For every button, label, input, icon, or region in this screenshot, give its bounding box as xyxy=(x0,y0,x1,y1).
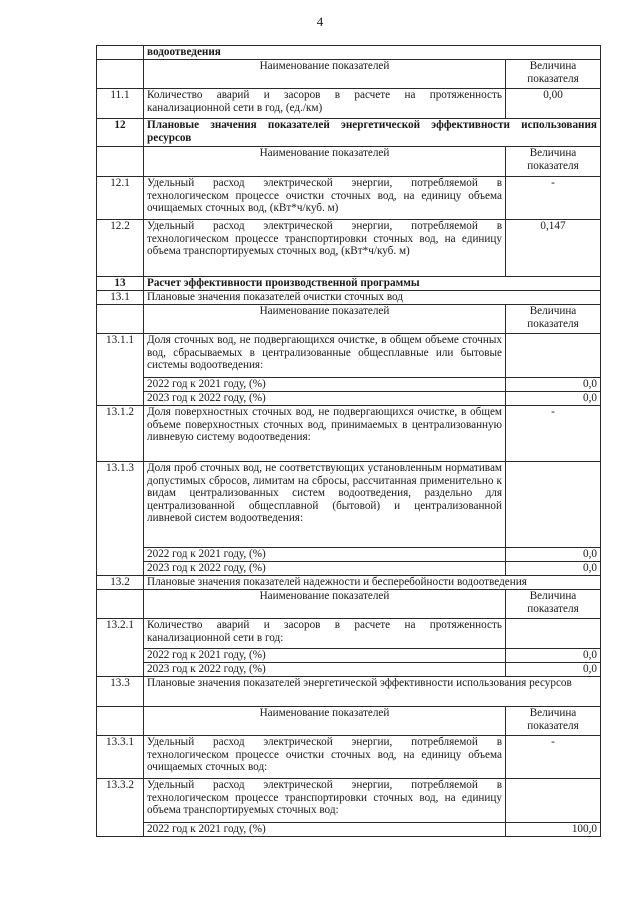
section-row xyxy=(97,291,601,305)
row-value-cell: 0,00 xyxy=(506,89,601,119)
row-number-cell: 13.3 xyxy=(97,677,144,707)
header-value-cell: Величина показателя xyxy=(506,590,601,619)
column-header-row xyxy=(97,147,601,177)
sub-row xyxy=(97,378,601,392)
row-value-cell: - xyxy=(506,177,601,220)
section-title-cell: Плановые значения показателей очистки сточных вод xyxy=(144,291,601,305)
table-row xyxy=(97,619,601,649)
row-number-cell: 13.1.3 xyxy=(97,462,144,576)
row-text-cell: Количество аварий и засоров в расчете на протяженность канализационной сети в год: xyxy=(144,619,506,649)
sub-row xyxy=(97,663,601,677)
section-row xyxy=(97,677,601,707)
sub-row-value: 0,0 xyxy=(506,392,601,406)
header-name-cell: Наименование показателей xyxy=(144,60,506,89)
row-text-cell: Количество аварий и засоров в расчете на протяженность канализационной сети в год, (ед./км) xyxy=(144,89,506,119)
row-text-cell: Доля сточных вод, не подвергающихся очистке, в общем объеме сточных вод, сбрасываемых в централизованные общесплавные или бытовые системы водоотведения: xyxy=(144,334,506,378)
row-number-cell xyxy=(97,46,144,60)
row-number-cell: 13.3.2 xyxy=(97,779,144,837)
header-value-cell: Величина показателя xyxy=(506,707,601,736)
column-header-row xyxy=(97,60,601,89)
header-name-cell: Наименование показателей xyxy=(144,590,506,619)
row-number-cell: 13.2 xyxy=(97,576,144,590)
table-row xyxy=(97,779,601,823)
row-number-cell: 12 xyxy=(97,119,144,147)
sub-row xyxy=(97,649,601,663)
section-title-cell: Плановые значения показателей надежности и бесперебойности водоотведения xyxy=(144,576,601,590)
row-number-cell: 11.1 xyxy=(97,89,144,119)
header-name-cell: Наименование показателей xyxy=(144,305,506,334)
sub-row-label: 2023 год к 2022 году, (%) xyxy=(144,562,506,576)
sub-row-value: 0,0 xyxy=(506,649,601,663)
sub-row-label: 2022 год к 2021 году, (%) xyxy=(144,649,506,663)
row-number-cell: 13.1.2 xyxy=(97,406,144,462)
header-name-cell: Наименование показателей xyxy=(144,707,506,736)
indicators-table xyxy=(96,45,601,837)
row-number-cell: 12.2 xyxy=(97,220,144,277)
row-number-cell: 12.1 xyxy=(97,177,144,220)
page-number: 4 xyxy=(316,14,324,29)
row-number-cell: 13 xyxy=(97,277,144,291)
table-row xyxy=(97,220,601,277)
table-row xyxy=(97,406,601,462)
row-number-cell: 13.2.1 xyxy=(97,619,144,677)
sub-row xyxy=(97,548,601,562)
row-value-cell: - xyxy=(506,736,601,779)
sub-row-value: 0,0 xyxy=(506,378,601,392)
table-row xyxy=(97,736,601,779)
sub-row-label: 2023 год к 2022 году, (%) xyxy=(144,663,506,677)
sub-row xyxy=(97,823,601,837)
header-name-cell: Наименование показателей xyxy=(144,147,506,177)
row-text-cell: Удельный расход электрической энергии, потребляемой в технологическом процессе транспортировки сточных вод, на единицу объема транспортируемых сточных вод: xyxy=(144,779,506,823)
row-number-cell: 13.1 xyxy=(97,291,144,305)
row-text-cell: водоотведения xyxy=(144,46,601,60)
table-row xyxy=(97,177,601,220)
table-row xyxy=(97,462,601,548)
table-row xyxy=(97,46,601,60)
row-text-cell: Удельный расход электрической энергии, потребляемой в технологическом процессе очистки сточных вод, на единицу объема очищаемых сточных вод: xyxy=(144,736,506,779)
header-value-cell: Величина показателя xyxy=(506,305,601,334)
sub-row xyxy=(97,562,601,576)
column-header-row xyxy=(97,590,601,619)
section-row xyxy=(97,277,601,291)
sub-row-label: 2022 год к 2021 году, (%) xyxy=(144,548,506,562)
section-row xyxy=(97,576,601,590)
row-number-cell: 13.1.1 xyxy=(97,334,144,406)
row-text-cell: Доля проб сточных вод, не соответствующих установленным нормативам допустимых сбросов, лимитам на сбросы, рассчитанная применительно к видам централизованных систем водоотведения, раздельно для централизованной общесплавной (бытовой) и централизованной ливневой систем водоотведения: xyxy=(144,462,506,548)
section-title-cell: Плановые значения показателей энергетической эффективности использования ресурсов xyxy=(144,677,601,707)
row-value-cell: 0,147 xyxy=(506,220,601,277)
column-header-row xyxy=(97,305,601,334)
header-value-cell: Величина показателя xyxy=(506,147,601,177)
row-value-cell: - xyxy=(506,406,601,462)
table-row xyxy=(97,89,601,119)
table-row xyxy=(97,334,601,378)
row-text-cell: Удельный расход электрической энергии, потребляемой в технологическом процессе очистки сточных вод, на единицу объема очищаемых сточных вод, (кВт*ч/куб. м) xyxy=(144,177,506,220)
sub-row-value: 100,0 xyxy=(506,823,601,837)
section-title-cell: Плановые значения показателей энергетической эффективности использования ресурсов xyxy=(144,119,601,147)
sub-row xyxy=(97,392,601,406)
sub-row-value: 0,0 xyxy=(506,548,601,562)
section-title-cell: Расчет эффективности производственной программы xyxy=(144,277,601,291)
header-value-cell: Величина показателя xyxy=(506,60,601,89)
sub-row-label: 2022 год к 2021 году, (%) xyxy=(144,378,506,392)
sub-row-value: 0,0 xyxy=(506,562,601,576)
sub-row-label: 2022 год к 2021 году, (%) xyxy=(144,823,506,837)
row-text-cell: Удельный расход электрической энергии, потребляемой в технологическом процессе транспортировки сточных вод, на единицу объема транспортируемых сточных вод, (кВт*ч/куб. м) xyxy=(144,220,506,277)
sub-row-label: 2023 год к 2022 году, (%) xyxy=(144,392,506,406)
row-text-cell: Доля поверхностных сточных вод, не подвергающихся очистке, в общем объеме поверхностных сточных вод, принимаемых в централизованную ливневую систему водоотведения: xyxy=(144,406,506,462)
column-header-row xyxy=(97,707,601,736)
sub-row-value: 0,0 xyxy=(506,663,601,677)
row-number-cell: 13.3.1 xyxy=(97,736,144,779)
section-row xyxy=(97,119,601,147)
